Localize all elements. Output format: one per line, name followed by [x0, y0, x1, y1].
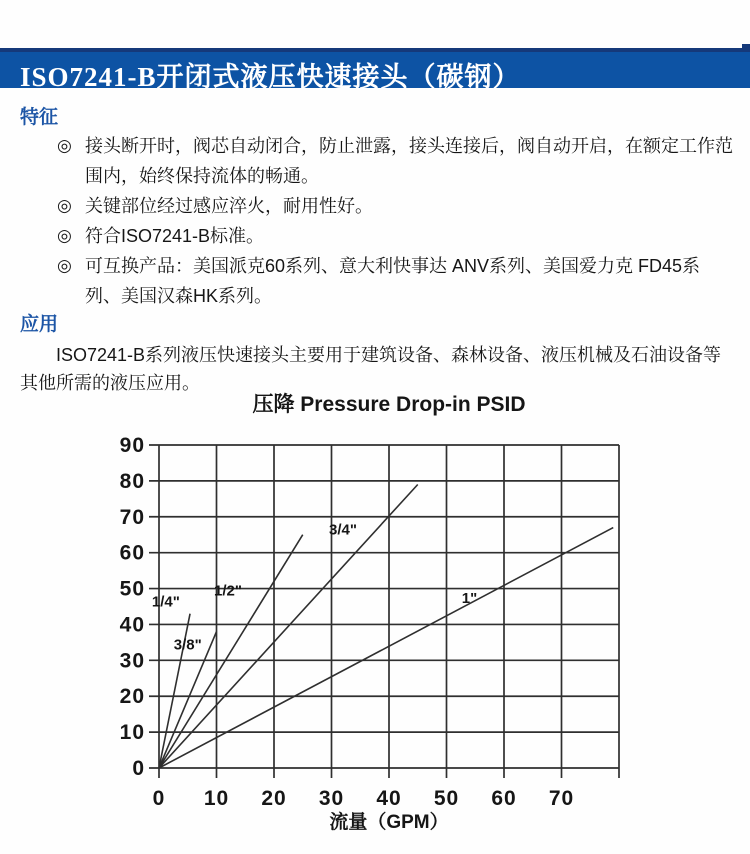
y-tick-label: 10 [119, 721, 145, 745]
x-axis-title: 流量（GPM） [329, 812, 449, 833]
series-label: 3/4" [329, 521, 357, 539]
series-label: 1" [461, 589, 478, 607]
series-label: 3/8" [173, 636, 202, 654]
x-tick-label: 60 [491, 787, 517, 810]
feature-text: 接头断开时，阀芯自动闭合，防止泄露，接头连接后，阀自动开启，在额定工作范围内，始终保持流体的畅通。 [85, 136, 733, 186]
series-label: 1/2" [214, 582, 242, 600]
x-tick-label: 30 [318, 787, 345, 810]
pressure-drop-chart [0, 390, 750, 854]
page-title: ISO7241-B开闭式液压快速接头（碳钢） [20, 62, 521, 92]
y-tick-label: 50 [119, 577, 145, 601]
y-tick-label: 60 [119, 541, 145, 565]
features-heading: 特征 [20, 107, 59, 128]
chart-title: 压降 Pressure Drop-in PSID [252, 393, 526, 416]
application-heading: 应用 [20, 314, 59, 335]
y-tick-label: 40 [119, 613, 145, 637]
feature-item [57, 221, 735, 251]
feature-item [57, 131, 735, 191]
application-paragraph: ISO7241-B系列液压快速接头主要用于建筑设备、森林设备、液压机械及石油设备等其他所需的液压应用。 [20, 345, 722, 393]
feature-item [57, 191, 735, 221]
bullet-icon: ◎ [57, 226, 72, 245]
y-tick-label: 0 [132, 757, 145, 780]
y-tick-label: 30 [119, 649, 145, 673]
feature-item [57, 251, 735, 311]
features-list [57, 131, 733, 311]
x-tick-label: 0 [152, 787, 166, 810]
x-tick-label: 20 [261, 787, 287, 810]
series-label: 1/4" [151, 593, 180, 611]
series-line [159, 484, 418, 768]
y-tick-label: 80 [119, 469, 145, 493]
header-corner-accent [742, 44, 750, 52]
x-tick-label: 10 [203, 787, 230, 810]
y-tick-label: 70 [119, 505, 145, 529]
bullet-icon: ◎ [57, 256, 72, 275]
feature-text: 符合ISO7241-B标准。 [85, 226, 265, 246]
x-tick-label: 40 [376, 787, 402, 810]
feature-text: 可互换产品：美国派克60系列、意大利快事达 ANV系列、美国爱力克 FD45系列、美国汉森HK系列。 [85, 256, 701, 306]
bullet-icon: ◎ [57, 136, 72, 155]
y-tick-label: 20 [119, 685, 145, 709]
bullet-icon: ◎ [57, 196, 72, 215]
y-tick-label: 90 [119, 434, 145, 457]
title-bar [0, 48, 750, 92]
feature-text: 关键部位经过感应淬火，耐用性好。 [85, 196, 373, 216]
x-tick-label: 70 [548, 787, 575, 810]
x-tick-label: 50 [433, 787, 460, 810]
